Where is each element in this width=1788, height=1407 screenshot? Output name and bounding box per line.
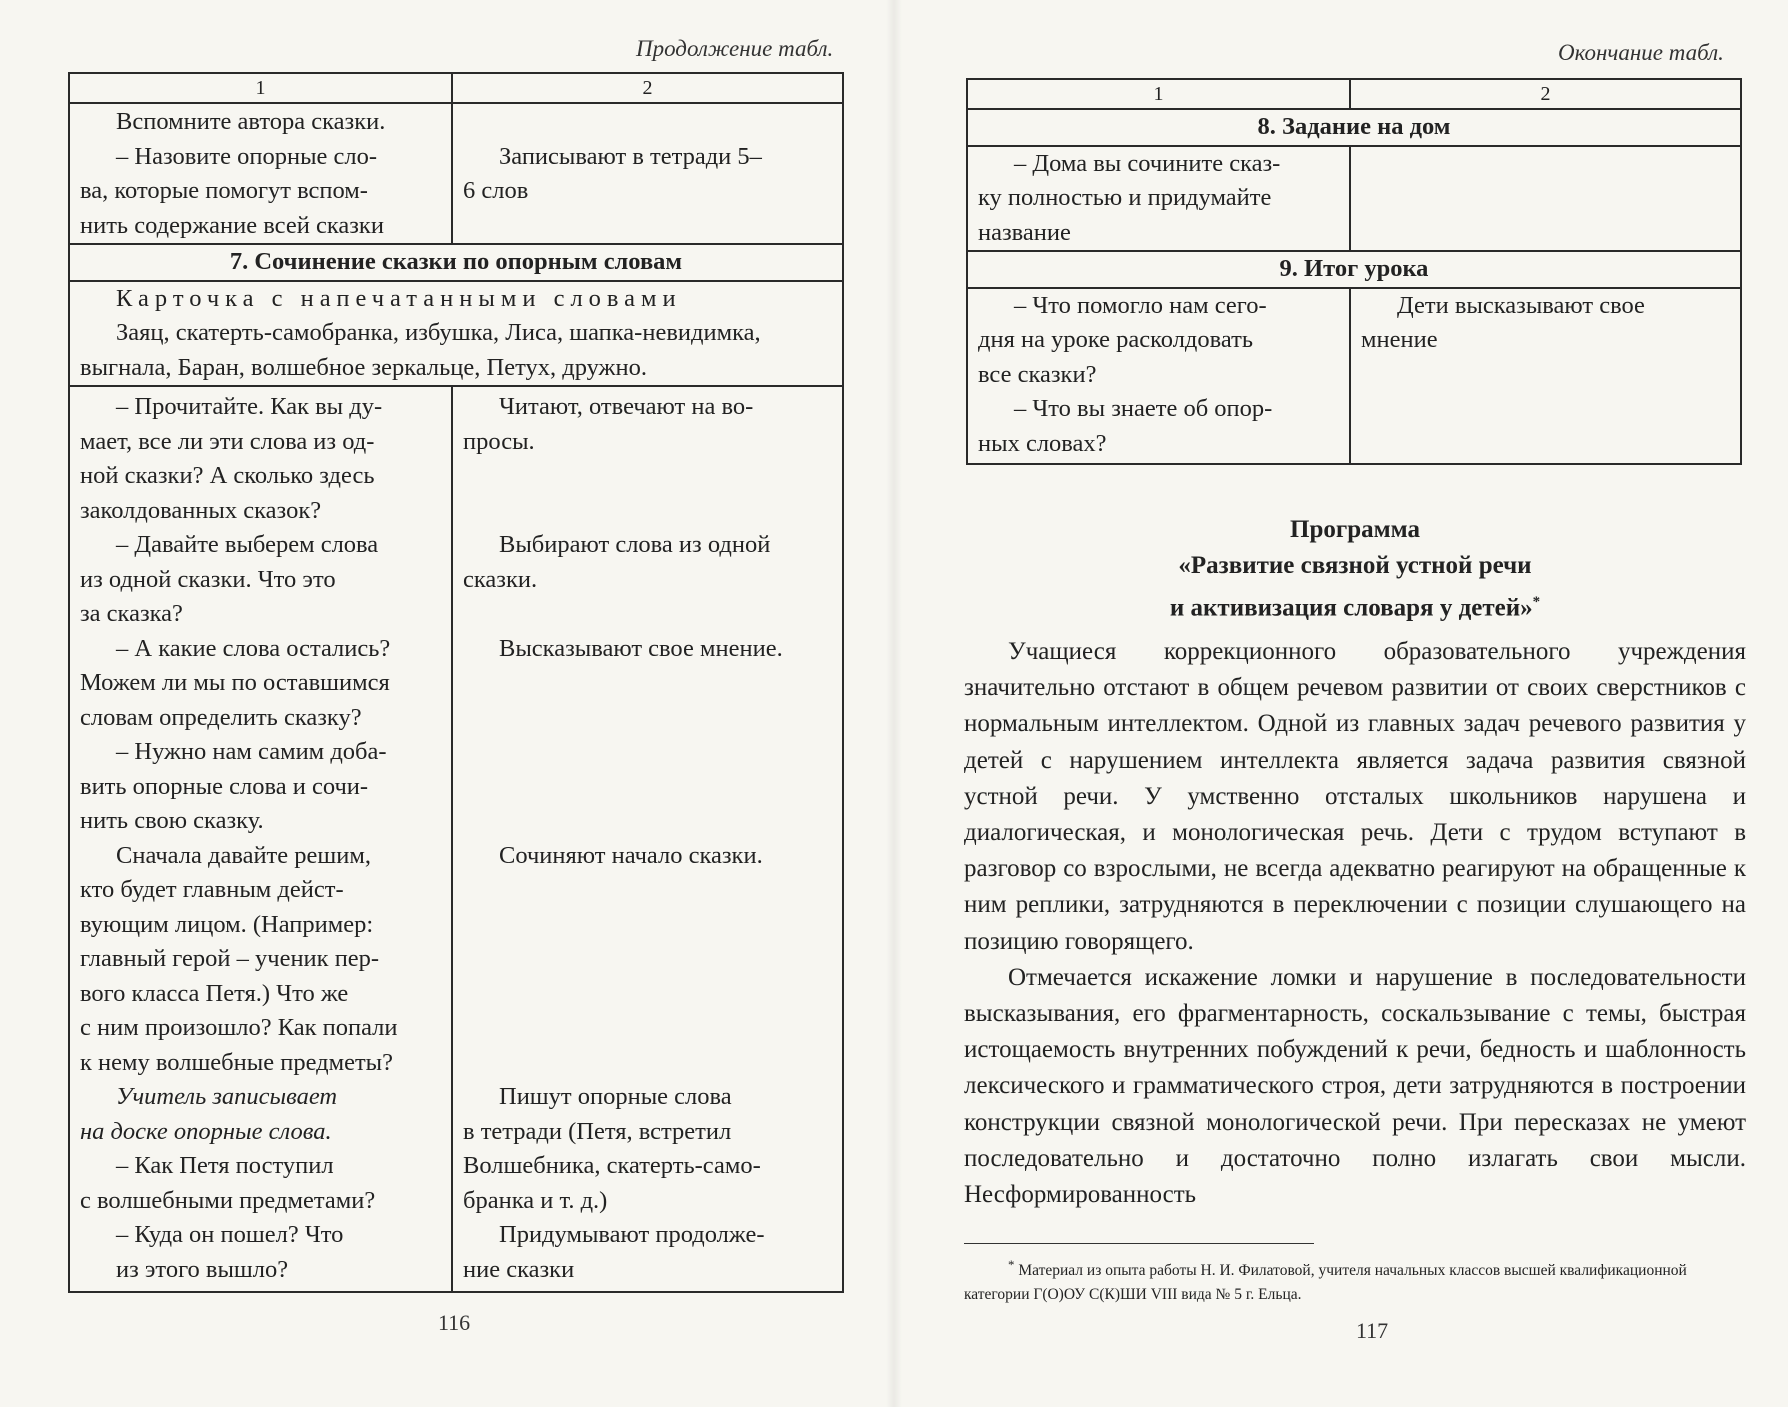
column-number-1: 1 (69, 73, 452, 103)
teacher-text: ных словах? (978, 429, 1107, 457)
program-title-line: и активизация словаря у детей»* (1169, 594, 1541, 622)
teacher-note: на доске опорные слова. (80, 1117, 332, 1145)
student-activity: Пишут опорные слова (499, 1083, 732, 1110)
teacher-text: мает, все ли эти слова из од- (80, 427, 375, 455)
word-card-line: Заяц, скатерть-самобранка, избушка, Лиса, шапка-невидимка, (116, 319, 761, 346)
teacher-text: ку полностью и придумайте (978, 184, 1272, 211)
lesson-table-end (966, 78, 1742, 465)
program-body (964, 634, 1746, 1213)
student-activity: 6 слов (463, 177, 529, 204)
footnote-marker: * (1532, 594, 1541, 610)
teacher-text: дня на уроке расколдовать (978, 326, 1254, 353)
section-9-heading: 9. Итог урока (967, 251, 1741, 288)
student-activity: Придумывают продолже- (499, 1221, 765, 1248)
page-number: 116 (438, 1310, 471, 1335)
student-activity: Выбирают слова из одной (499, 531, 771, 558)
teacher-text: – Как Петя поступил (116, 1152, 334, 1179)
teacher-text: с ним произошло? Как попали (80, 1014, 398, 1041)
word-card-line: выгнала, Баран, волшебное зеркальце, Петух, дружно. (80, 353, 647, 381)
program-title-line: «Развитие связной устной речи (1178, 552, 1532, 579)
section-heading-row (69, 244, 843, 281)
student-activity: Читают, отвечают на во- (499, 393, 754, 420)
student-activity: Дети высказывают свое (1397, 291, 1645, 319)
footnote-marker: * (1008, 1257, 1015, 1272)
footnote-separator (964, 1243, 1314, 1244)
teacher-text: заколдованных сказок? (80, 496, 322, 524)
student-activity: в тетради (Петя, встретил (463, 1117, 732, 1145)
paragraph: Учащиеся коррекционного образовательного учреждения значительно отстают в общем речевом развитии от своих сверстников с нормальным интеллектом. Одной из главных задач речевого развития у детей с нарушением интеллекта является задача развития связной устной речи. У умственно отсталых школьников нарушена и диалогическая, и монологическая речь. Дети с трудом вступают в разговор со взрослыми, не всегда адекватно реагируют на обращенные к ним реплики, затрудняются в переключении с позиции слушающего на позицию говорящего. (964, 638, 1746, 955)
teacher-text: – Давайте выберем слова (116, 531, 379, 558)
student-activity: сказки. (463, 565, 538, 593)
column-number-1: 1 (967, 79, 1350, 109)
teacher-text: вующим лицом. (Например: (80, 910, 374, 938)
teacher-text: все сказки? (978, 360, 1097, 388)
teacher-text: Сначала давайте решим, (116, 841, 371, 869)
student-activity: Записывают в тетради 5– (499, 142, 762, 170)
section-7-heading: 7. Сочинение сказки по опорным словам (69, 244, 843, 281)
teacher-text: Можем ли мы по оставшимся (80, 669, 390, 696)
program-title-line: Программа (1290, 516, 1420, 543)
teacher-text: к нему волшебные предметы? (80, 1048, 394, 1076)
teacher-text: за сказка? (80, 600, 183, 627)
teacher-text: ва, которые помогут вспом- (80, 177, 368, 204)
teacher-text: название (978, 218, 1071, 246)
teacher-text: из одной сказки. Что это (80, 565, 336, 593)
teacher-text: нить содержание всей сказки (80, 211, 384, 239)
teacher-text: вить опорные слова и сочи- (80, 772, 369, 800)
teacher-text: главный герой – ученик пер- (80, 945, 380, 972)
table-row (967, 146, 1741, 252)
program-title (964, 512, 1746, 626)
teacher-text: – А какие слова остались? (116, 634, 391, 662)
student-activity: просы. (463, 427, 535, 455)
student-activity: бранка и т. д.) (463, 1186, 608, 1214)
right-page (894, 0, 1788, 1407)
column-number-2: 2 (452, 73, 843, 103)
teacher-text: вого класса Петя.) Что же (80, 979, 349, 1007)
section-heading-row (967, 251, 1741, 288)
teacher-text: – Куда он пошел? Что (116, 1221, 344, 1248)
word-card-row (69, 281, 843, 387)
teacher-text: Вспомните автора сказки. (116, 108, 386, 135)
teacher-text: – Прочитайте. Как вы ду- (116, 393, 383, 420)
word-card-title: Карточка с напечатанными словами (116, 284, 682, 312)
teacher-text: из этого вышло? (116, 1255, 289, 1283)
teacher-text: – Что помогло нам сего- (1014, 291, 1267, 319)
section-8-heading: 8. Задание на дом (967, 109, 1741, 146)
teacher-text: – Дома вы сочините сказ- (1014, 149, 1281, 177)
footnote: * Материал из опыта работы Н. И. Филатовой, учителя начальных классов высшей квалификационной категории Г(О)ОУ С(К)ШИ VIII вида № 5 г. Ельца. (964, 1257, 1687, 1304)
teacher-text: – Нужно нам самим доба- (116, 738, 387, 765)
teacher-note: Учитель записывает (116, 1083, 338, 1110)
teacher-text: кто будет главным дейст- (80, 876, 344, 903)
table-end-caption: Окончание табл. (1558, 40, 1724, 65)
table-header-row (69, 73, 843, 103)
paragraph: Отмечается искажение ломки и нарушение в последовательности высказывания, его фрагментарность, соскальзывание с темы, быстрая истощаемость внутренних побуждений к речи, бедность и шаблонность лексического и грамматического строя, дети затрудняются в построении конструкции связной монологической речи. При пересказах не умеют последовательно и достаточно полно излагать свои мысли. Несформированность (964, 963, 1746, 1209)
teacher-text: ной сказки? А сколько здесь (80, 462, 375, 489)
section-heading-row (967, 109, 1741, 146)
table-row (69, 386, 843, 1292)
student-activity: Сочиняют начало сказки. (499, 841, 763, 869)
student-activity: мнение (1361, 326, 1438, 353)
student-activity: ние сказки (463, 1255, 575, 1283)
lesson-table-continued (68, 72, 844, 1293)
table-row (69, 103, 843, 244)
teacher-text: с волшебными предметами? (80, 1186, 376, 1214)
teacher-text: – Назовите опорные сло- (116, 142, 378, 170)
column-number-2: 2 (1350, 79, 1741, 109)
teacher-text: словам определить сказку? (80, 703, 362, 731)
table-row (967, 288, 1741, 465)
table-continuation-caption: Продолжение табл. (636, 36, 834, 61)
page-number: 117 (1356, 1318, 1389, 1343)
teacher-text: нить свою сказку. (80, 807, 264, 834)
teacher-text: – Что вы знаете об опор- (1014, 395, 1273, 422)
student-activity: Высказывают свое мнение. (499, 634, 783, 662)
student-activity: Волшебника, скатерть-само- (463, 1152, 761, 1179)
table-header-row (967, 79, 1741, 109)
